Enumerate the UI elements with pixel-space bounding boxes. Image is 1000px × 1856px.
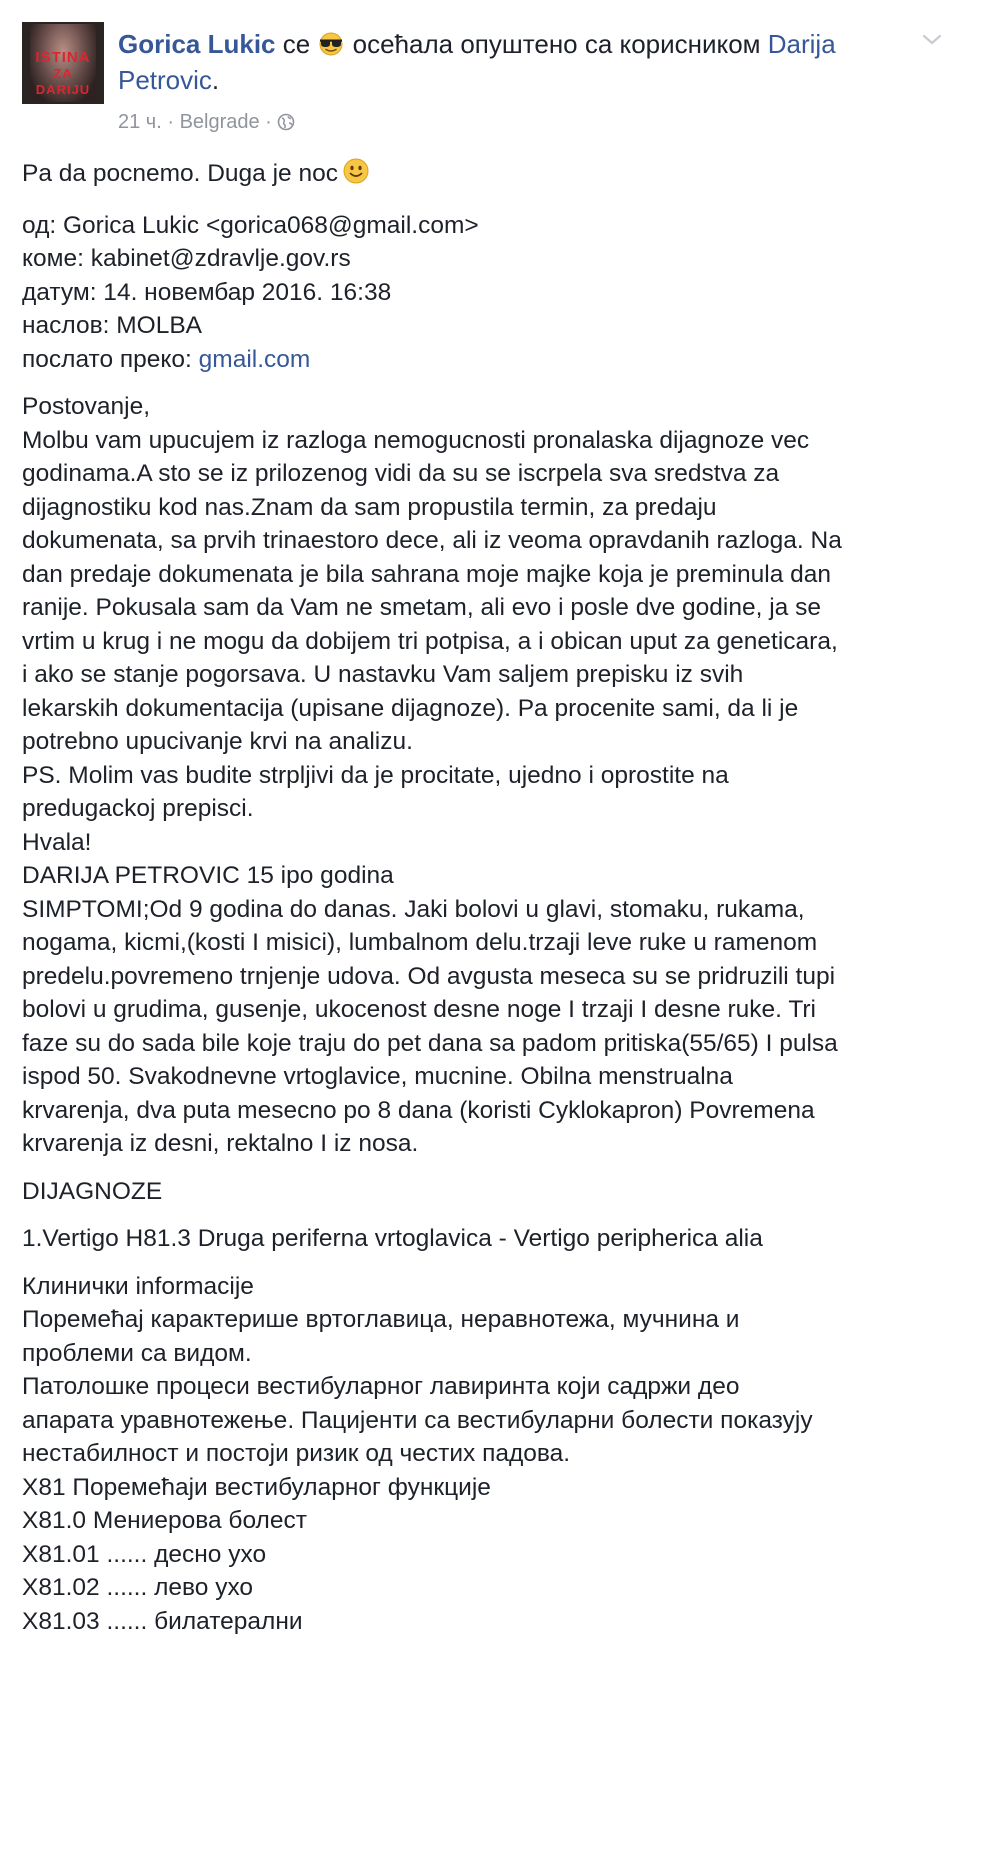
- letter-line: lekarskih dokumentacija (upisane dijagnoze). Pa procenite sami, da li je: [22, 694, 799, 722]
- avatar-caption-line-2: ZA: [53, 66, 73, 81]
- clinical-line: X81.02 ...... лево ухо: [22, 1574, 254, 1601]
- email-via: послато преко: gmail.com: [22, 345, 311, 373]
- post-meta: 21 ч. · Belgrade ·: [118, 108, 295, 139]
- clinical-info: [22, 1270, 982, 1639]
- headline-period: .: [211, 65, 220, 95]
- letter-line: DARIJA PETROVIC 15 ipo godina: [22, 862, 394, 889]
- letter-line: krvarenja iz desni, rektalno I iz nosa.: [22, 1130, 419, 1157]
- clinical-line: апарата уравнотежење. Пацијенти са вестибуларни болести показују: [22, 1406, 813, 1434]
- letter-line: PS. Molim vas budite strpljivi da je procitate, ujedno i oprostite na: [22, 761, 729, 789]
- post-header: [22, 22, 962, 137]
- email-to: коме: kabinet@zdravlje.gov.rs: [22, 245, 351, 272]
- letter-line: potrebno upucivanje krvi na analizu.: [22, 728, 413, 755]
- post-body: [22, 157, 982, 1638]
- activity-prefix: се: [275, 29, 318, 59]
- letter-line: i ako se stanje pogorsava. U nastavku Vam saljem prepisku iz svih: [22, 661, 744, 688]
- letter-line: Molbu vam upucujem iz razloga nemogucnosti pronalaska dijagnoze vec: [22, 426, 810, 454]
- letter-line: bolovi u grudima, gusenje, ukocenost desne noge I trzaji I desne ruke. Tri: [22, 996, 816, 1023]
- email-from: од: Gorica Lukic <gorica068@gmail.com>: [22, 211, 479, 239]
- letter-line: krvarenja, dva puta mesecno po 8 dana (koristi Cyklokapron) Povremena: [22, 1096, 815, 1124]
- clinical-line: Клинички informacije: [22, 1272, 254, 1300]
- clinical-line: X81 Поремећаји вестибуларног функције: [22, 1473, 491, 1501]
- diagnosis-item: 1.Vertigo H81.3 Druga periferna vrtoglavica - Vertigo peripherica alia: [22, 1225, 763, 1252]
- author-avatar[interactable]: [22, 22, 104, 104]
- diagnoses-heading: DIJAGNOZE: [22, 1177, 163, 1205]
- avatar-caption-line-3: DARIJU: [35, 82, 91, 97]
- letter-line: predugackoj prepisci.: [22, 795, 254, 822]
- clinical-line: X81.03 ...... билатерални: [22, 1607, 303, 1635]
- email-date: датум: 14. новембар 2016. 16:38: [22, 278, 392, 306]
- chevron-down-icon[interactable]: [920, 28, 944, 52]
- clinical-line: X81.0 Мениерова болест: [22, 1507, 307, 1534]
- letter-line: dijagnostiku kod nas.Znam da sam propustila termin, za predaju: [22, 493, 717, 521]
- letter-line: nogama, kicmi,(kosti I misici), lumbalnom delu.trzaji leve ruke u ramenom: [22, 929, 818, 956]
- letter-line: dokumenata, sa prvih trinaestoro dece, ali iz veoma opravdanih razloga. Na: [22, 527, 842, 554]
- smiley-emoji-icon: [342, 157, 370, 195]
- post-location-link[interactable]: Belgrade: [179, 111, 260, 133]
- letter-line: vrtim u krug i ne mogu da dobijem tri potpisa, a i obican uput za geneticara,: [22, 627, 838, 655]
- letter-line: faze su do sada bile koje traju do pet dana sa padom pritiska(55/65) I pulsa: [22, 1029, 838, 1057]
- post-timestamp-link[interactable]: 21 ч.: [118, 111, 162, 133]
- globe-icon[interactable]: [277, 111, 295, 139]
- clinical-line: Поремећај карактерише вртоглавица, неравнотежа, мучнина и: [22, 1306, 740, 1333]
- author-name-link[interactable]: Gorica Lukic: [118, 29, 276, 59]
- letter-line: predelu.povremeno trnjenje udova. Od avgusta meseca su se pridruzili tupi: [22, 962, 836, 990]
- clinical-line: X81.01 ...... десно ухо: [22, 1540, 267, 1568]
- letter-line: ispod 50. Svakodnevne vrtoglavice, mucnine. Obilna menstrualna: [22, 1063, 733, 1090]
- activity-text: осећала опуштено са корисником: [345, 29, 768, 59]
- letter-line: Hvala!: [22, 828, 92, 856]
- post-headline: [118, 26, 938, 98]
- tagged-friend-link[interactable]: Darija Petrovic: [118, 29, 836, 95]
- cool-sunglasses-emoji-icon: [317, 32, 345, 56]
- letter-line: Postovanje,: [22, 393, 151, 420]
- letter-line: SIMPTOMI;Od 9 godina do danas. Jaki bolovi u glavi, stomaku, rukama,: [22, 895, 805, 923]
- letter-line: godinama.A sto se iz prilozenog vidi da su se iscrpela sva sredstva za: [22, 460, 780, 487]
- gmail-link[interactable]: gmail.com: [198, 345, 311, 373]
- avatar-caption-line-1: ISTINA: [35, 49, 91, 66]
- clinical-line: нестабилност и постоји ризик од честих падова.: [22, 1440, 571, 1467]
- clinical-line: Патолошке процеси вестибуларног лавиринта који садржи део: [22, 1373, 740, 1400]
- letter-line: ranije. Pokusala sam da Vam ne smetam, ali evo i posle dve godine, ja se: [22, 594, 821, 621]
- letter-line: dan predaje dokumenata je bila sahrana moje majke koja je preminula dan: [22, 560, 832, 588]
- letter-text: [22, 390, 982, 1161]
- intro-line: Pa da pocnemo. Duga je noc: [22, 157, 982, 195]
- clinical-line: проблеми са видом.: [22, 1339, 252, 1367]
- email-subject: наслов: MOLBA: [22, 312, 203, 339]
